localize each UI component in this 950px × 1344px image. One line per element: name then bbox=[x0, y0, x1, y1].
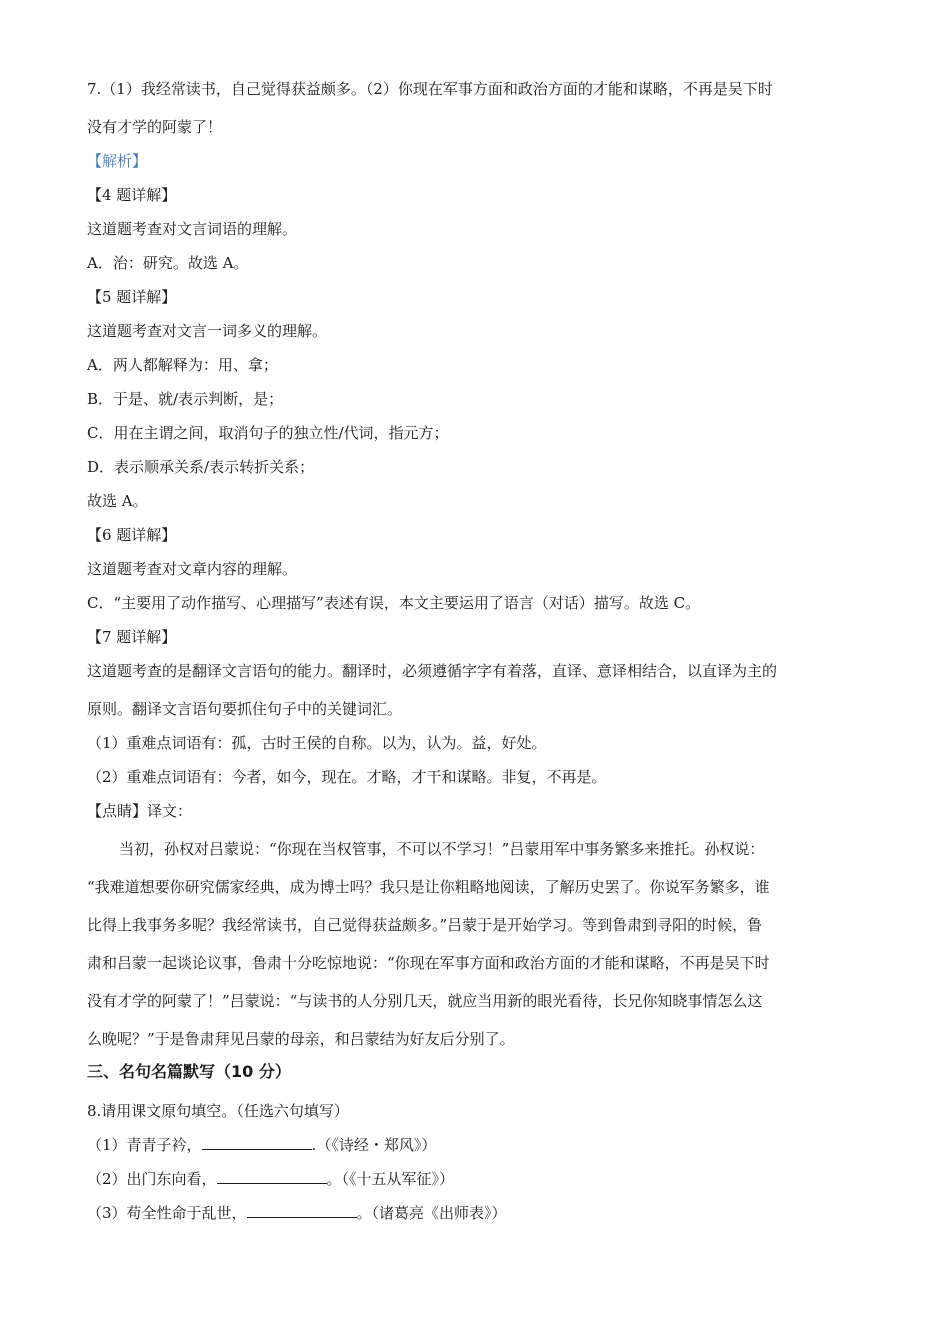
fill-item-3 bbox=[87, 1202, 867, 1224]
q4-intro: 这道题考查对文言词语的理解。 bbox=[87, 220, 298, 238]
q4-answer: A．治：研究。故选 A。 bbox=[87, 254, 249, 272]
q5-option-a: A．两人都解释为：用、拿； bbox=[87, 356, 278, 374]
q7-answer-line-1: 7.（1）我经常读书，自己觉得获益颇多。（2）你现在军事方面和政治方面的才能和谋略，不再是吴下时 bbox=[87, 80, 773, 98]
fill-item-2-suffix: 。（《十五从军征》） bbox=[326, 1170, 455, 1188]
q4-title: 【4 题详解】 bbox=[87, 186, 177, 204]
fill-blank-2[interactable] bbox=[217, 1169, 327, 1184]
fill-item-3-suffix: 。（诸葛亮《出师表》） bbox=[356, 1204, 507, 1222]
section-3-heading: 三、名句名篇默写（10 分） bbox=[87, 1062, 291, 1081]
q5-option-c: C．用在主谓之间，取消句子的独立性/代词，指元方； bbox=[87, 424, 449, 442]
fill-item-2 bbox=[87, 1168, 867, 1190]
q7-title: 【7 题详解】 bbox=[87, 628, 177, 646]
q5-option-d: D．表示顺承关系/表示转折关系； bbox=[87, 458, 315, 476]
fill-blank-1[interactable] bbox=[202, 1135, 312, 1150]
q5-title: 【5 题详解】 bbox=[87, 288, 177, 306]
q7-intro-line-2: 原则。翻译文言语句要抓住句子中的关键词汇。 bbox=[87, 700, 403, 718]
document-page bbox=[87, 78, 867, 1224]
fill-item-1-prefix: （1）青青子衿， bbox=[87, 1136, 202, 1154]
translation-line-5: 没有才学的阿蒙了！”吕蒙说：“与读书的人分别几天，就应当用新的眼光看待，长兄你知晓事情怎么这 bbox=[87, 992, 763, 1010]
q6-intro: 这道题考查对文章内容的理解。 bbox=[87, 560, 298, 578]
translation-line-3: 比得上我事务多呢？我经常读书，自己觉得获益颇多。”吕蒙于是开始学习。等到鲁肃到寻阳的时候，鲁 bbox=[87, 916, 763, 934]
q7-point-1: （1）重难点词语有：孤，古时王侯的自称。以为，认为。益，好处。 bbox=[87, 734, 547, 752]
fill-blank-3[interactable] bbox=[247, 1203, 357, 1218]
fill-item-1 bbox=[87, 1134, 867, 1156]
translation-line-6: 么晚呢？”于是鲁肃拜见吕蒙的母亲，和吕蒙结为好友后分别了。 bbox=[87, 1030, 515, 1048]
fill-item-3-prefix: （3）苟全性命于乱世， bbox=[87, 1204, 247, 1222]
q5-intro: 这道题考查对文言一词多义的理解。 bbox=[87, 322, 328, 340]
q7-intro-line-1: 这道题考查的是翻译文言语句的能力。翻译时，必须遵循字字有着落，直译、意译相结合，以直译为主的 bbox=[87, 662, 778, 680]
translation-line-4: 肃和吕蒙一起谈论议事，鲁肃十分吃惊地说：“你现在军事方面和政治方面的才能和谋略，不再是吴下时 bbox=[87, 954, 770, 972]
fill-item-2-prefix: （2）出门东向看， bbox=[87, 1170, 217, 1188]
translation-line-2: “我难道想要你研究儒家经典，成为博士吗？我只是让你粗略地阅读，了解历史罢了。你说军务繁多，谁 bbox=[87, 878, 770, 896]
q7-answer-line-2: 没有才学的阿蒙了！ bbox=[87, 118, 223, 136]
q8-prompt: 8.请用课文原句填空。（任选六句填写） bbox=[87, 1102, 349, 1120]
q6-title: 【6 题详解】 bbox=[87, 526, 177, 544]
q7-point-2: （2）重难点词语有：今者，如今，现在。才略，才干和谋略。非复，不再是。 bbox=[87, 768, 607, 786]
q6-answer: C．“主要用了动作描写、心理描写”表述有误，本文主要运用了语言（对话）描写。故选 C。 bbox=[87, 594, 701, 612]
q5-conclusion: 故选 A。 bbox=[87, 492, 148, 510]
fill-item-1-suffix: .（《诗经・郑风》） bbox=[311, 1136, 437, 1154]
translation-line-1: 当初，孙权对吕蒙说：“你现在当权管事，不可以不学习！”吕蒙用军中事务繁多来推托。孙权说： bbox=[119, 840, 765, 858]
analysis-label: 【解析】 bbox=[87, 152, 148, 170]
q5-option-b: B．于是、就/表示判断，是； bbox=[87, 390, 284, 408]
translation-label: 【点睛】译文： bbox=[87, 802, 193, 820]
